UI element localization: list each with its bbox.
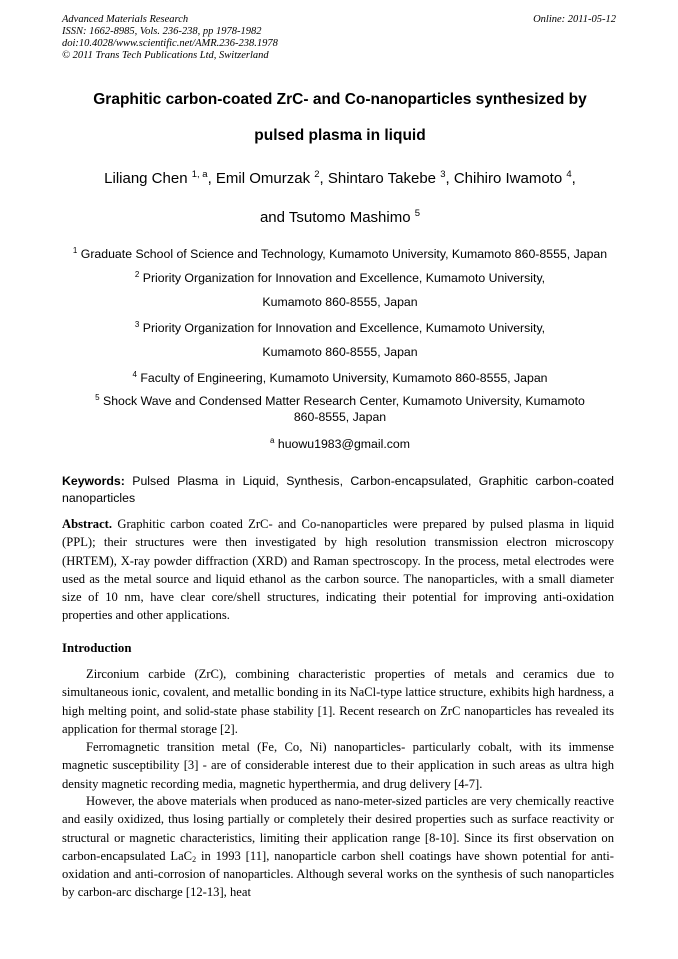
journal-name: Advanced Materials Research <box>62 14 189 25</box>
author-affiliation-mark: 2 <box>314 169 320 180</box>
author-affiliation-mark: 3 <box>440 169 446 180</box>
journal-copyright: © 2011 Trans Tech Publications Ltd, Switzerland <box>62 50 269 61</box>
keywords <box>62 473 614 507</box>
online-date: Online: 2011-05-12 <box>533 14 616 25</box>
email-mark: a <box>270 436 275 445</box>
author-name: and Tsutomo Mashimo <box>259 209 415 226</box>
abstract-label: Abstract. <box>62 517 113 531</box>
journal-header <box>62 14 618 62</box>
affiliation-mark: 1 <box>72 246 78 255</box>
keywords-text: Pulsed Plasma in Liquid, Synthesis, Carbon-encapsulated, Graphitic carbon-coated nanoparticles <box>62 474 614 505</box>
email-address: huowu1983@gmail.com <box>274 437 410 451</box>
author-affiliation-mark: 1, a <box>191 169 208 180</box>
affiliation-mark: 4 <box>132 370 137 379</box>
author-list-line-1 <box>62 169 618 187</box>
affiliation-mark: 2 <box>134 270 140 279</box>
affiliation-text: Priority Organization for Innovation and Excellence, Kumamoto University, <box>139 271 546 285</box>
affiliation-text: Graduate School of Science and Technology, Kumamoto University, Kumamoto 860-8555, Japan <box>77 247 608 261</box>
affiliation-mark: 3 <box>134 320 140 329</box>
author-list-line-2 <box>62 208 618 226</box>
author-name: , Shintaro Takebe <box>319 170 441 187</box>
author-name: , Emil Omurzak <box>207 170 315 187</box>
journal-doi: doi:10.4028/www.scientific.net/AMR.236-238.1978 <box>62 38 278 49</box>
author-affiliation-mark: 4 <box>566 169 572 180</box>
affiliation-3-cont: Kumamoto 860-8555, Japan <box>262 345 418 359</box>
paper-title-line-2: pulsed plasma in liquid <box>254 127 426 144</box>
author-affiliation-mark: 5 <box>414 208 421 219</box>
affiliation-4 <box>62 370 618 385</box>
affiliation-text: Faculty of Engineering, Kumamoto University, Kumamoto 860-8555, Japan <box>136 371 548 385</box>
affiliation-mark: 5 <box>95 393 100 402</box>
intro-paragraph-2: Ferromagnetic transition metal (Fe, Co, Ni) nanoparticles- particularly cobalt, with its immense magnetic susceptibility [3] - are of considerable interest due to their application in such areas as ultra high density magnetic recording media, magnetic hyperthermia, and drug delivery [4-7]. <box>62 740 614 791</box>
affiliation-2-cont: Kumamoto 860-8555, Japan <box>262 295 418 309</box>
affiliation-3 <box>62 320 618 335</box>
paragraph-text: in 1993 [11], nanoparticle carbon shell coatings have shown potential for anti-oxidation and anti-corrosion of nanoparticles. Although several works on the synthesis of such nanoparticles by carbon-arc discharge [12-13], heat <box>62 848 615 900</box>
affiliation-2 <box>62 270 618 285</box>
section-heading-introduction: Introduction <box>62 641 132 655</box>
affiliation-text: Priority Organization for Innovation and Excellence, Kumamoto University, <box>139 321 546 335</box>
affiliation-5 <box>62 393 618 408</box>
keywords-label: Keywords: <box>62 474 125 488</box>
affiliation-1 <box>62 246 618 261</box>
abstract <box>62 515 614 625</box>
abstract-text: Graphitic carbon coated ZrC- and Co-nanoparticles were prepared by pulsed plasma in liquid (PPL); their structures were then investigated by high resolution transmission electron microscopy (HRTEM), X-ray powder diffraction (XRD) and Raman spectroscopy. In the process, metal electrodes were used as the metal source and liquid ethanol as the carbon source. The nanoparticles, with a small diameter size of 10 nm, have clear core/shell structures, indicating their potential for improving anti-oxidation properties and other applications. <box>62 517 614 623</box>
affiliation-text: Shock Wave and Condensed Matter Research Center, Kumamoto University, Kumamoto <box>99 394 585 408</box>
intro-paragraph-1: Zirconium carbide (ZrC), combining characteristic properties of metals and ceramics due to simultaneous ionic, covalent, and metallic bonding in its NaCl-type lattice structure, exhibits high hardness, a high melting point, and solid-state phase stability [1]. Recent research on ZrC nanoparticles has revealed its application for thermal storage [2]. <box>62 667 614 736</box>
intro-paragraph-3 <box>62 792 614 902</box>
author-name: Liliang Chen <box>104 170 192 187</box>
paper-title-line-1: Graphitic carbon-coated ZrC- and Co-nanoparticles synthesized by <box>93 91 587 108</box>
journal-issn: ISSN: 1662-8985, Vols. 236-238, pp 1978-1982 <box>62 26 262 37</box>
paragraph-text: However, the above materials when produced as nano-meter-sized particles are very chemically reactive and easily oxidized, thus losing partially or completely their desired properties such as surface reactivity or structural or magnetic characteristics, limiting their application range [8-10]. Since its first observation on carbon-encapsulated LaC <box>62 794 614 863</box>
corresponding-email <box>62 436 618 451</box>
subscript: 2 <box>192 854 197 864</box>
author-separator: , <box>571 170 576 187</box>
author-name: , Chihiro Iwamoto <box>445 170 567 187</box>
affiliation-5-cont: 860-8555, Japan <box>293 410 387 424</box>
